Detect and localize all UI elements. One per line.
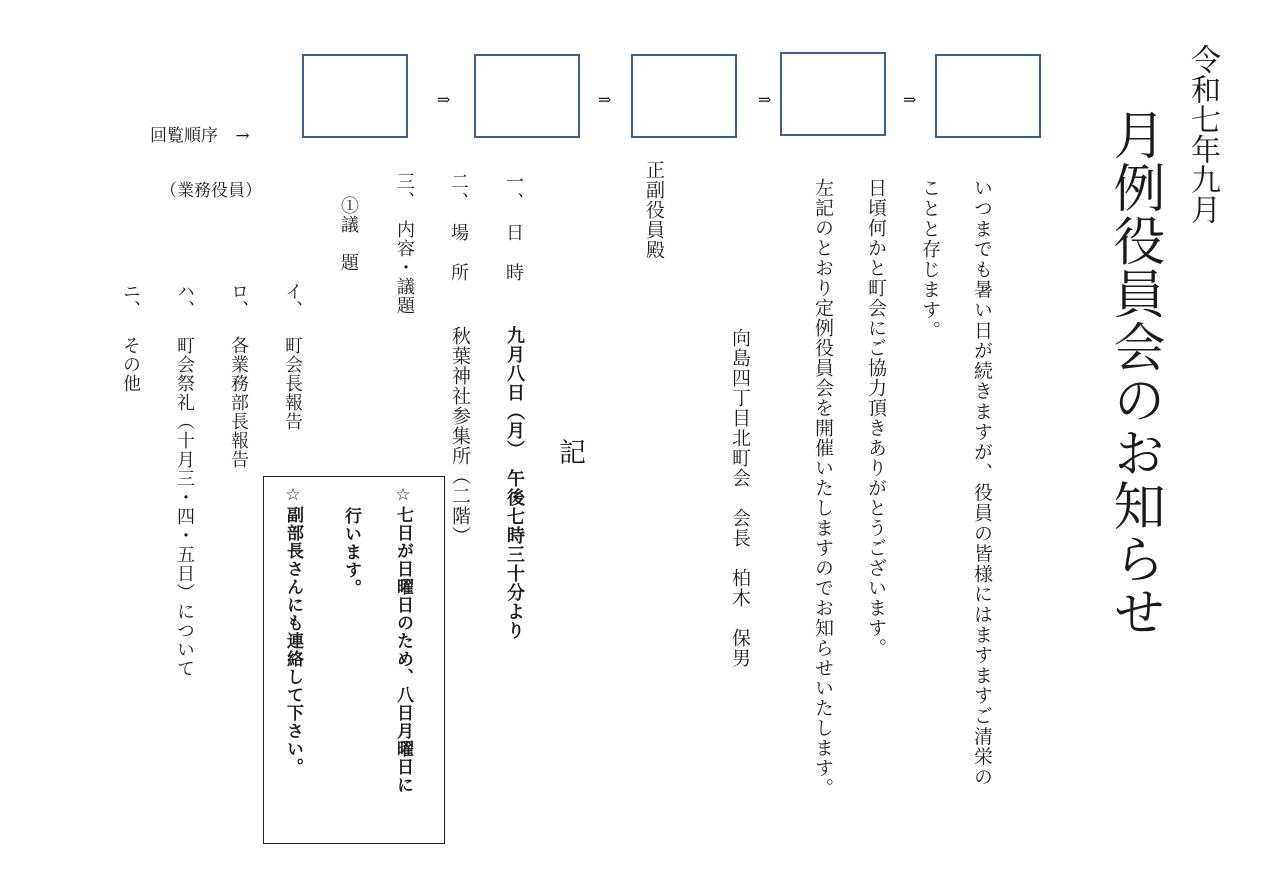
notice-line-2: 行います。 — [341, 507, 361, 597]
agenda-marker: イ、 — [282, 282, 303, 318]
greeting-line-2: ことと存じます。 — [919, 178, 941, 341]
agenda-item: 各業務部長報告 — [228, 336, 249, 469]
agenda-marker: ロ、 — [228, 282, 249, 318]
ki-heading: 記 — [554, 438, 585, 465]
agenda-item: 町会長報告 — [282, 336, 303, 431]
agenda-item: 町会祭礼（十月三・四・五日）について — [174, 336, 195, 678]
sender-signature: 向島四丁目北町会 会長 柏木 保男 — [729, 328, 751, 668]
stamp-box-4[interactable] — [780, 52, 886, 136]
addressee: 正副役員殿 — [643, 160, 665, 260]
place-value: 秋葉神社参集所（二階） — [449, 326, 471, 546]
flow-arrow-icon: ⇒ — [437, 90, 451, 109]
notice-box — [263, 476, 445, 844]
flow-arrow-icon: ⇒ — [598, 90, 612, 109]
datetime-value: 九月八日（月） 午後七時三十分より — [504, 326, 525, 640]
greeting-line-1: いつまでも暑い日が続きますが、役員の皆様にはますますご清栄の — [971, 178, 993, 787]
circulation-sublabel: （業務役員） — [160, 181, 262, 201]
flow-arrow-icon: ⇒ — [903, 90, 917, 109]
agenda-item: その他 — [120, 336, 141, 393]
notice-line-3: ☆副部長さんにも連絡して下さい。 — [283, 485, 303, 776]
circulation-label-text: 回覧順序 — [150, 126, 218, 146]
date-header: 令和七年九月 — [1185, 44, 1220, 224]
stamp-box-2[interactable] — [474, 54, 580, 138]
greeting-line-4: 左記のとおり定例役員会を開催いたしますのでお知らせいたします。 — [812, 178, 834, 798]
notice-line-1: ☆七日が日曜日のため、八日月曜日に — [393, 485, 413, 794]
page-title: 月例役員会のお知らせ — [1104, 108, 1164, 638]
content-label: 三、 内容・議題 — [394, 172, 415, 315]
greeting-line-3: 日頃何かと町会にご協力頂きありがとうございます。 — [865, 178, 887, 658]
arrow-right-icon: → — [235, 126, 250, 146]
agenda-marker: ハ、 — [174, 282, 195, 318]
agenda-label: ①議 題 — [338, 196, 359, 272]
circulation-label — [150, 121, 250, 146]
stamp-box-5[interactable] — [935, 54, 1041, 138]
datetime-label: 一、 日 時 — [503, 172, 524, 283]
stamp-box-1[interactable] — [302, 54, 408, 138]
agenda-marker: ニ、 — [120, 282, 141, 318]
place-label: 二、 場 所 — [448, 172, 469, 283]
stamp-box-3[interactable] — [631, 54, 737, 138]
flow-arrow-icon: ⇒ — [758, 90, 772, 109]
